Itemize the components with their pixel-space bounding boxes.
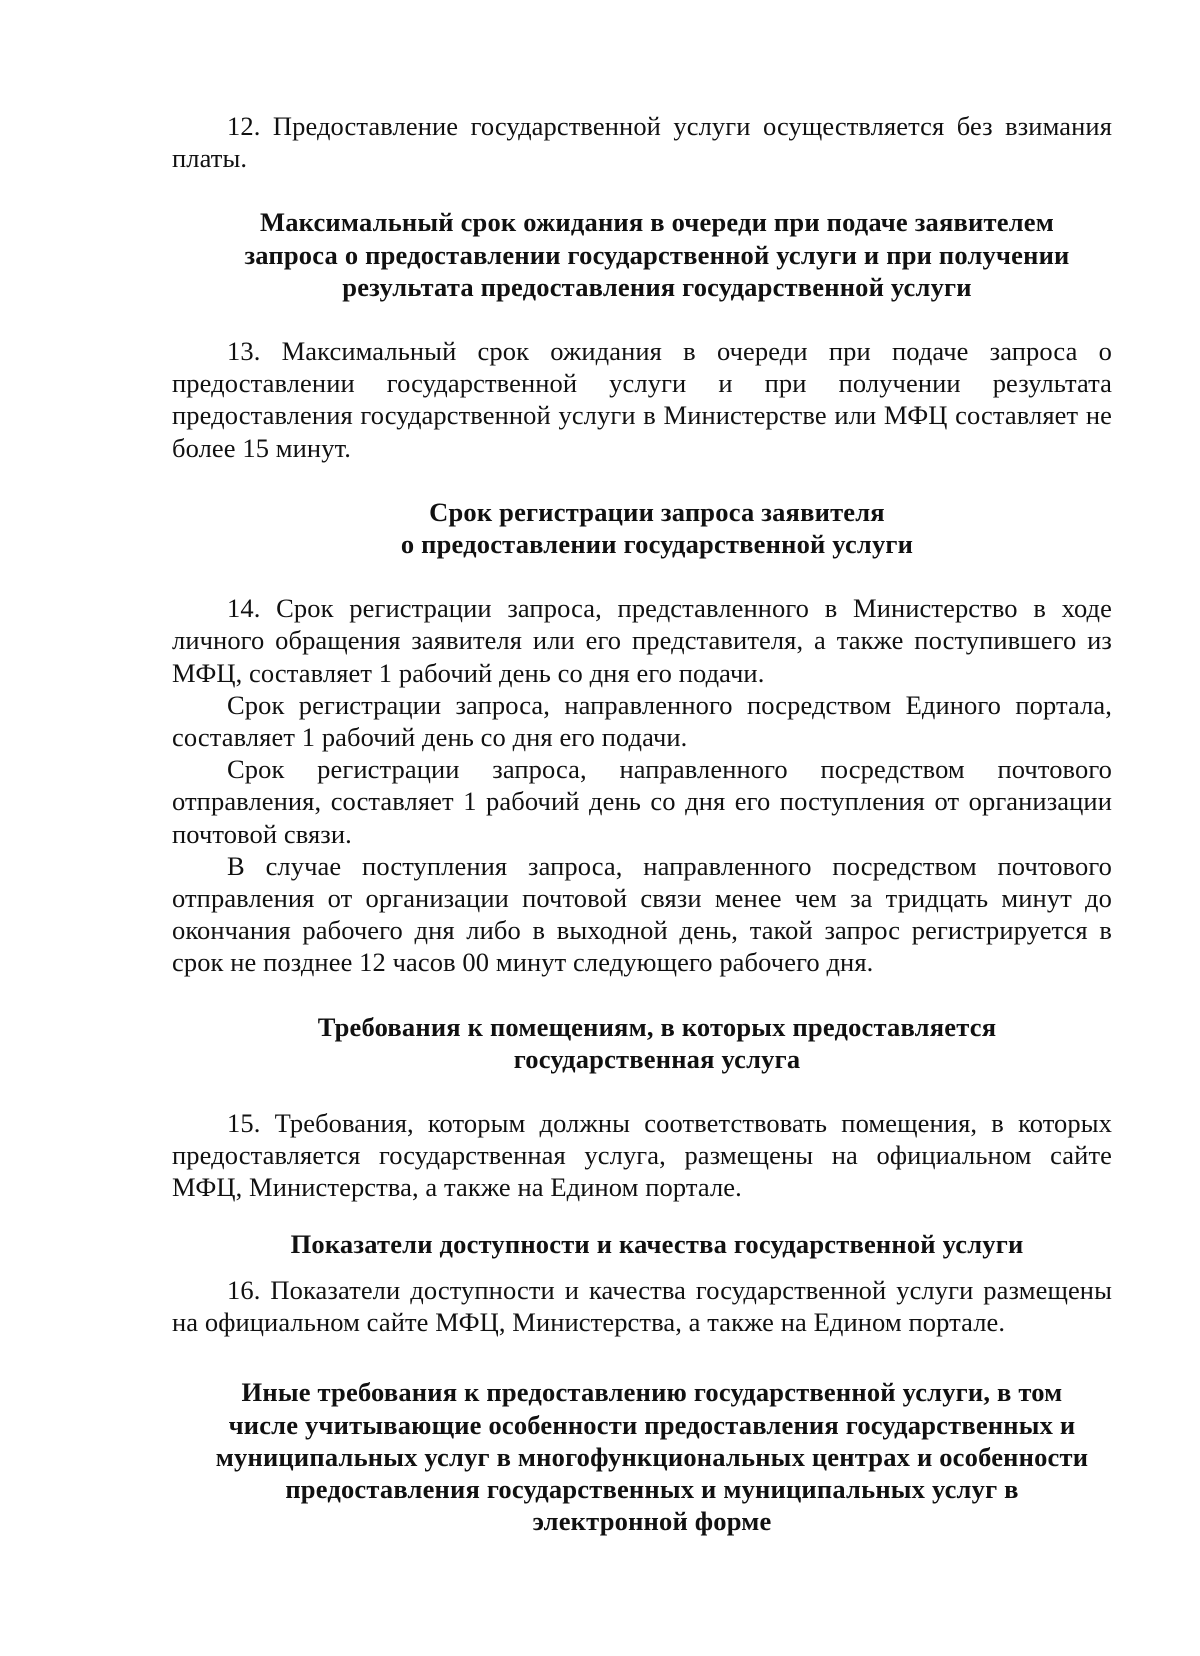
paragraph-14-postal: Срок регистрации запроса, направленного посредством почтового отправления, составляет 1 рабочий день со дня его поступления от организации почтовой связи.	[172, 754, 1112, 849]
section-heading-quality-indicators	[172, 1228, 1112, 1260]
heading-line: запроса о предоставлении государственной услуги и при получении	[244, 239, 1070, 270]
section-heading-premises	[172, 1011, 1112, 1075]
paragraph-13: 13. Максимальный срок ожидания в очереди при подаче запроса о предоставлении государственной услуги и при получении результата предоставления государственной услуги в Министерстве или МФЦ составляет не более 15 минут.	[172, 336, 1112, 463]
heading-line: числе учитывающие особенности предоставления государственных и	[228, 1409, 1076, 1440]
heading-line: Требования к помещениям, в которых предоставляется	[317, 1011, 997, 1042]
heading-line: Максимальный срок ожидания в очереди при подаче заявителем	[260, 207, 1054, 238]
paragraph-14-late-postal: В случае поступления запроса, направленного посредством почтового отправления от организации почтовой связи менее чем за тридцать минут до окончания рабочего дня либо в выходной день, такой запрос регистрируется в срок не позднее 12 часов 00 минут следующего рабочего дня.	[172, 850, 1112, 978]
section-heading-registration-term	[172, 496, 1112, 560]
heading-line: Срок регистрации запроса заявителя	[429, 496, 885, 527]
heading-line: предоставления государственных и муниципальных услуг в	[285, 1473, 1019, 1504]
paragraph-16: 16. Показатели доступности и качества государственной услуги размещены на официальном сайте МФЦ, Министерства, а также на Едином портале.	[172, 1274, 1112, 1338]
paragraph-14: 14. Срок регистрации запроса, представленного в Министерство в ходе личного обращения заявителя или его представителя, а также поступившего из МФЦ, составляет 1 рабочий день со дня его подачи.	[172, 593, 1112, 688]
document-body	[172, 110, 1112, 1537]
heading-line: о предоставлении государственной услуги	[400, 529, 914, 560]
paragraph-12: 12. Предоставление государственной услуги осуществляется без взимания платы.	[172, 111, 1112, 174]
heading-line: результата предоставления государственной услуги	[342, 271, 972, 302]
heading-line: Показатели доступности и качества государственной услуги	[290, 1228, 1024, 1259]
heading-line: электронной форме	[532, 1506, 772, 1537]
heading-line: государственная услуга	[513, 1043, 801, 1074]
section-heading-other-requirements	[172, 1376, 1112, 1537]
heading-line: муниципальных услуг в многофункциональных центрах и особенности	[215, 1441, 1089, 1472]
paragraph-15: 15. Требования, которым должны соответствовать помещения, в которых предоставляется государственная услуга, размещены на официальном сайте МФЦ, Министерства, а также на Едином портале.	[172, 1108, 1112, 1203]
section-heading-waiting-time	[172, 206, 1112, 303]
paragraph-14-portal: Срок регистрации запроса, направленного посредством Единого портала, составляет 1 рабочий день со дня его подачи.	[172, 689, 1112, 753]
heading-line: Иные требования к предоставлению государственной услуги, в том	[241, 1377, 1063, 1408]
